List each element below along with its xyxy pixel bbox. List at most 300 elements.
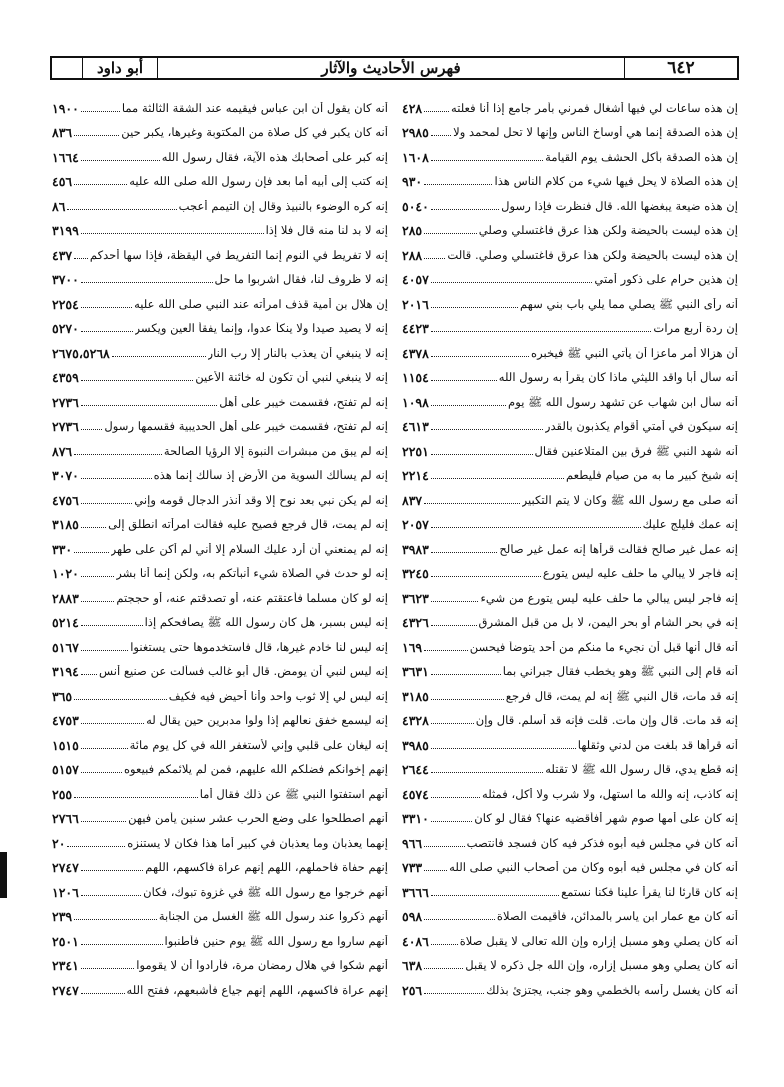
leader-dots: [81, 575, 114, 577]
leader-dots: [431, 477, 564, 479]
leader-dots: [81, 600, 114, 602]
entry-number: ٢٥٠١: [52, 933, 79, 948]
entry-number: ١٠٢٠: [52, 566, 79, 580]
leader-dots: [81, 722, 144, 724]
leader-dots: [431, 600, 479, 602]
entry-number: ٥٢١٤: [52, 615, 79, 629]
entry-text: أنهم اصطلحوا على وضع الحرب عشر سنين يأمن فيهن: [128, 812, 388, 825]
index-entry: [52, 139, 388, 164]
entry-number: ٥١٦٧: [52, 639, 79, 654]
entry-text: إن هذه ساعات لي فيها أشغال فمرني بأمر جامع إذا أنا فعلته: [450, 101, 738, 115]
entry-number: ٨٣٦: [52, 125, 73, 139]
entry-number: ٤٤٢٣: [402, 321, 429, 335]
entry-text: إنه سيكون في أمتي أقوام يكذبون بالقدر: [544, 420, 738, 433]
entry-text: إنه لم يمت، قال فرجع فصيح عليه فقالت امرأته انطلق إلى: [108, 518, 388, 531]
entry-text: إنه لم يمنعني أن أرد عليك السلام إلا أني لم أكن على طهر: [110, 542, 388, 556]
index-entry: [402, 458, 738, 483]
leader-dots: [431, 624, 477, 626]
entry-text: إنهما يعذبان وما يعذبان في كبير أما هذا فكان لا يستنزه: [127, 836, 388, 850]
index-entry: [402, 139, 738, 164]
leader-dots: [81, 330, 133, 332]
index-entry: [52, 237, 388, 262]
index-entry: [52, 433, 388, 458]
index-entry: [52, 727, 388, 752]
entry-text: إنه كان على أمها صوم شهر أفأقضيه عنها؟ فقال لو كان: [474, 812, 738, 825]
left-column: [52, 90, 388, 1070]
leader-dots: [431, 575, 541, 577]
leader-dots: [81, 624, 143, 626]
entry-number: ٢٧٤٧: [52, 982, 79, 997]
leader-dots: [424, 845, 464, 847]
entry-text: إنهم إخوانكم فضلكم الله عليهم، فمن لم يلائمكم فبيعوه: [123, 763, 388, 776]
entry-text: إنه لا تفريط في النوم إنما التفريط في اليقظة، فإذا سها أحدكم: [89, 248, 388, 262]
leader-dots: [81, 771, 122, 773]
leader-dots: [431, 551, 497, 553]
leader-dots: [431, 379, 497, 381]
index-entry: [402, 899, 738, 924]
index-entry: [52, 825, 388, 850]
index-entry: [402, 482, 738, 507]
entry-number: ٢٥٥: [52, 786, 73, 801]
index-entry: [402, 654, 738, 679]
entry-text: إنه كاذب، إنه والله ما استهل، ولا شرب ولا أكل، فمثله: [481, 787, 738, 801]
leader-dots: [424, 257, 445, 259]
entry-text: أنه سأل أبا واقد الليثي ماذا كان يقرأ به رسول الله: [498, 371, 738, 384]
leader-dots: [81, 649, 128, 651]
leader-dots: [81, 894, 141, 896]
page-header: [50, 56, 739, 80]
index-entry: [402, 629, 738, 654]
entry-number: ٥١٥٧: [52, 762, 79, 776]
entry-number: ٢٢٥١: [402, 443, 429, 458]
leader-dots: [74, 796, 198, 798]
entry-text: إنه ليغان على قلبي وإني لأستغفر الله في كل يوم مائة: [129, 738, 388, 752]
entry-number: ١٢٠٦: [52, 884, 79, 899]
index-entry: [52, 213, 388, 238]
entry-text: إن هذه ليست بالحيضة ولكن هذا عرق فاغتسلي وصلي: [478, 224, 738, 237]
index-entry: [402, 703, 738, 728]
entry-text: إنه لم يبق من مبشرات النبوة إلا الرؤيا الصالحة: [163, 444, 388, 458]
entry-number: ٢٦٤٤: [402, 762, 429, 776]
leader-dots: [81, 992, 125, 994]
entry-text: إنه لم تفتح، فقسمت خيبر على أهل: [219, 395, 388, 409]
index-entry: [402, 580, 738, 605]
leader-dots: [424, 918, 495, 920]
entry-text: إنه كان قارئا لنا يقرأ علينا فكنا نستمع: [561, 885, 738, 899]
entry-number: ٢٠٥٧: [402, 517, 429, 531]
page-number: ٦٤٢: [624, 58, 737, 78]
entry-number: ٢٦٧٥،٥٢٦٨: [52, 345, 110, 360]
leader-dots: [81, 967, 134, 969]
entry-number: ٢٩٨٥: [402, 125, 429, 139]
leader-dots: [81, 477, 152, 479]
index-entry: [52, 874, 388, 899]
leader-dots: [81, 820, 126, 822]
entry-number: ٢٨٨: [402, 247, 423, 262]
entry-number: ٤٠٨٦: [402, 933, 429, 948]
margin-mark: [0, 852, 7, 898]
entry-text: إنهم حفاة فاحملهم، اللهم إنهم عراة فاكسهم، اللهم: [145, 861, 388, 874]
entry-number: ٣٢٤٥: [402, 566, 429, 580]
entry-number: ٢٢١٤: [402, 468, 429, 482]
entry-number: ٢٠: [52, 835, 66, 850]
entry-text: أنه كان يصلي وهو مسبل إزاره وإن الله تعالى لا يقبل صلاة: [459, 934, 738, 948]
leader-dots: [74, 453, 162, 455]
entry-number: ٤٦١٣: [402, 419, 429, 433]
entry-number: ٣٩٨٣: [402, 541, 429, 556]
entry-number: ٩٣٠: [402, 174, 423, 188]
leader-dots: [431, 453, 533, 455]
entry-text: إنه ليس لي إلا ثوب واحد وأنا أحيض فيه فكيف: [168, 689, 388, 703]
leader-dots: [81, 404, 217, 406]
entry-text: أنه كان يقول أن ابن عباس فيقيمه عند الشقة الثالثة مما: [121, 101, 388, 115]
entry-text: أنه كان يغسل رأسه بالخطمي وهو جنب، يجتزئ بذلك: [486, 983, 738, 997]
leader-dots: [74, 918, 157, 920]
entry-text: إن هذه الصدقة إنما هي أوساخ الناس وإنها لا تحل لمحمد ولا: [453, 126, 738, 139]
index-entry: [402, 433, 738, 458]
entry-text: أنه كان في مجلس فيه أبوه فذكر فيه كان فسجد فانتصب: [466, 836, 738, 850]
index-entry: [52, 164, 388, 189]
index-entry: [402, 801, 738, 826]
index-entry: [52, 262, 388, 287]
entry-text: إنه لا بد لنا منه قال فلا إذا: [265, 224, 388, 237]
entry-number: ٢٨٥: [402, 223, 423, 237]
leader-dots: [81, 673, 97, 675]
entry-text: إنه فاجر لا يبالي ما حلف عليه ليس يتورع: [542, 567, 738, 580]
index-entry: [52, 923, 388, 948]
leader-dots: [74, 551, 108, 553]
entry-text: إنه فاجر ليس يبالي ما حلف عليه ليس يتورع من شيء: [480, 591, 738, 605]
entry-number: ٤٠٥٧: [402, 272, 429, 286]
index-entry: [402, 678, 738, 703]
entry-text: إنه لو حدث في الصلاة شيء أنبأتكم به، ولكن إنما أنا بشر: [116, 567, 388, 580]
leader-dots: [67, 845, 125, 847]
index-entry: [402, 384, 738, 409]
leader-dots: [74, 257, 88, 259]
index-entry: [402, 409, 738, 434]
entry-text: إن هذين حرام على ذكور أمتي: [594, 273, 738, 286]
entry-number: ٢٧٣٦: [52, 394, 79, 409]
entry-text: أنه كان يصلي وهو مسبل إزاره، وإن الله جل ذكره لا يقبل: [465, 959, 738, 972]
leader-dots: [81, 159, 160, 161]
index-entry: [402, 335, 738, 360]
entry-number: ٨٣٧: [402, 492, 423, 507]
entry-number: ١٦٠٨: [402, 149, 429, 164]
leader-dots: [431, 673, 501, 675]
entry-text: إنه لم يسألك السوية من الأرض إذ سألك إنما هذه: [153, 469, 388, 482]
leader-dots: [81, 232, 264, 234]
entry-number: ٣٠٧٠: [52, 468, 79, 482]
leader-dots: [74, 134, 119, 136]
index-entry: [52, 776, 388, 801]
entry-number: ٥٢٧٠: [52, 321, 79, 335]
leader-dots: [431, 943, 458, 945]
entry-number: ٢٠١٦: [402, 296, 429, 311]
index-entry: [402, 213, 738, 238]
entry-number: ٧٣٣: [402, 860, 423, 874]
entry-number: ٢٨٨٣: [52, 590, 79, 605]
index-entry: [52, 188, 388, 213]
entry-text: إنه ليسمع خفق نعالهم إذا ولوا مدبرين حين يقال له: [146, 714, 388, 727]
index-entry: [52, 115, 388, 140]
entry-text: أنهم استفتوا النبي ﷺ عن ذلك فقال أما: [199, 787, 388, 801]
entry-text: إنه قطع يدي، قال رسول الله ﷺ لا تقتله: [545, 763, 738, 776]
entry-number: ٣١٩٤: [52, 664, 79, 678]
leader-dots: [431, 281, 592, 283]
leader-dots: [431, 428, 543, 430]
index-entry: [402, 360, 738, 385]
index-entry: [402, 90, 738, 115]
leader-dots: [81, 281, 213, 283]
entry-number: ٢٣٩: [52, 909, 73, 923]
index-entry: [52, 605, 388, 630]
entry-text: إنه كره الوضوء بالنبيذ وقال إن التيمم أعجب: [178, 199, 388, 213]
index-entry: [52, 948, 388, 973]
leader-dots: [431, 306, 518, 308]
leader-dots: [431, 208, 499, 210]
leader-dots: [431, 796, 480, 798]
leader-dots: [424, 992, 484, 994]
index-entry: [402, 556, 738, 581]
entry-text: أنه كان يكبر في كل صلاة من المكتوبة وغيرها، يكبر حين: [121, 126, 388, 139]
entry-number: ٤٥٧٤: [402, 786, 429, 801]
entry-text: إنه كبر على أصحابك هذه الآية، فقال رسول الله: [161, 150, 388, 164]
entry-text: أنهم خرجوا مع رسول الله ﷺ في غزوة تبوك، فكان: [143, 885, 388, 899]
index-entry: [402, 874, 738, 899]
index-entry: [52, 678, 388, 703]
entry-text: إن هلال بن أمية قذف امرأته عند النبي صلى الله عليه: [134, 297, 388, 311]
entry-number: ٣٦٣١: [402, 664, 429, 678]
index-entry: [52, 703, 388, 728]
leader-dots: [424, 183, 492, 185]
leader-dots: [431, 355, 529, 357]
entry-number: ٣٦٦٦: [402, 884, 429, 899]
leader-dots: [424, 869, 447, 871]
leader-dots: [424, 502, 519, 504]
leader-dots: [431, 526, 641, 528]
index-entry: [52, 972, 388, 997]
leader-dots: [431, 404, 506, 406]
entry-number: ٦٣٨: [402, 958, 423, 972]
entry-number: ١٦٦٤: [52, 149, 79, 164]
entry-number: ٤٣٥٩: [52, 370, 79, 384]
index-entry: [52, 899, 388, 924]
leader-dots: [67, 208, 176, 210]
index-entry: [52, 311, 388, 336]
entry-text: إنه لم يكن نبي بعد نوح إلا وقد أنذر الدجال قومه وإني: [134, 493, 388, 507]
leader-dots: [81, 747, 128, 749]
entry-text: إنه كتب إلى أبيه أما بعد فإن رسول الله صلى الله عليه: [129, 175, 388, 188]
entry-number: ٤٧٥٣: [52, 713, 79, 727]
leader-dots: [431, 722, 474, 724]
entry-text: إنه في بحر الشام أو بحر اليمن، لا بل من قبل المشرق: [478, 616, 738, 629]
entry-text: إنه لا ينبغي لنبي أن تكون له خائنة الأعين: [195, 371, 388, 384]
entry-number: ٤٧٥٦: [52, 492, 79, 507]
index-entry: [402, 825, 738, 850]
entry-number: ٣٩٨٥: [402, 737, 429, 752]
entry-number: ٢٧٦٦: [52, 811, 79, 825]
entry-number: ١١٥٤: [402, 370, 429, 384]
index-entry: [402, 311, 738, 336]
leader-dots: [431, 747, 576, 749]
entry-text: أنه قرأها قد بلغت من لدني وثقلها: [577, 738, 738, 752]
header-title: فهرس الأحاديث والآثار: [157, 58, 624, 78]
entry-text: إنه لو كان مسلما فأعتقتم عنه، أو تصدقتم عنه، أو حججتم: [116, 591, 388, 605]
entry-text: أنه قام إلى النبي ﷺ وهو يخطب فقال جبراني بما: [502, 665, 738, 678]
entry-text: أنه شهد النبي ﷺ فرق بين المتلاعنين فقال: [534, 444, 738, 458]
leader-dots: [81, 943, 163, 945]
index-columns: [52, 90, 738, 1070]
index-entry: [52, 360, 388, 385]
entry-text: أنه كان في مجلس فيه أبوه وكان من أصحاب النبي صلى الله: [449, 861, 738, 874]
entry-number: ٤٢٨: [402, 100, 423, 115]
index-entry: [52, 531, 388, 556]
entry-text: إن هذه ضيعة يبغضها الله. قال فنظرت فإذا رسول: [501, 199, 738, 213]
entry-number: ٤٣٢٨: [402, 713, 429, 727]
entry-number: ٢٣٤١: [52, 958, 79, 972]
leader-dots: [431, 698, 504, 700]
leader-dots: [81, 869, 143, 871]
index-entry: [52, 629, 388, 654]
index-entry: [402, 115, 738, 140]
leader-dots: [431, 134, 451, 136]
entry-number: ٥٠٤٠: [402, 198, 429, 213]
entry-number: ٣٦٢٣: [402, 590, 429, 605]
entry-text: أنه كان مع عمار ابن ياسر بالمدائن، فأقيمت الصلاة: [496, 910, 738, 923]
entry-number: ٣١٩٩: [52, 223, 79, 237]
entry-number: ٣١٨٥: [402, 688, 429, 703]
entry-text: أنه قال أنها قبل أن نجيء ما منكم من أحد يتوضأ فيحسن: [469, 640, 738, 654]
index-entry: [52, 90, 388, 115]
entry-text: أنه صلى مع رسول الله ﷺ وكان لا يتم التكبير: [521, 493, 738, 507]
entry-text: إنه قد مات، قال النبي ﷺ إنه لم يمت، قال فرجع: [505, 689, 738, 703]
header-empty-cell: [52, 58, 82, 78]
entry-text: إنه عمك فليلج عليك: [642, 518, 738, 531]
index-entry: [52, 482, 388, 507]
entry-number: ٣٦٥: [52, 688, 73, 703]
leader-dots: [431, 159, 543, 161]
entry-text: إنه ليس بسبر، هل كان رسول الله ﷺ يصافحكم إذا: [144, 616, 388, 629]
entry-number: ٣٣٠: [52, 541, 73, 556]
entry-text: إن ردة أربع مرات: [653, 322, 738, 335]
leader-dots: [424, 967, 463, 969]
entry-text: إنه ليس لنا خادم غيرها، قال فاستخدموها حتى يستغنوا: [130, 640, 388, 654]
leader-dots: [424, 232, 477, 234]
index-entry: [52, 384, 388, 409]
index-entry: [52, 752, 388, 777]
entry-text: إن هذه الصلاة لا يحل فيها شيء من كلام الناس هذا: [494, 175, 738, 188]
index-entry: [402, 605, 738, 630]
entry-text: أنهم ساروا مع رسول الله ﷺ يوم حنين فأطنبوا: [164, 934, 388, 948]
leader-dots: [81, 379, 193, 381]
entry-text: إنه شيخ كبير ما به من صيام فليطعم: [565, 469, 738, 482]
header-author: أبو داود: [82, 58, 157, 78]
entry-text: إنه عمل غير صالح فقالت قرأها إنه عمل غير صالح: [499, 542, 738, 556]
leader-dots: [81, 526, 106, 528]
entry-number: ٤٥٦: [52, 174, 73, 188]
leader-dots: [424, 649, 468, 651]
leader-dots: [431, 330, 652, 332]
leader-dots: [431, 894, 559, 896]
index-entry: [52, 801, 388, 826]
leader-dots: [81, 428, 102, 430]
index-entry: [402, 531, 738, 556]
index-entry: [402, 507, 738, 532]
index-entry: [402, 776, 738, 801]
right-column: [402, 90, 738, 1070]
index-entry: [402, 752, 738, 777]
index-entry: [52, 409, 388, 434]
entry-number: ٣٧٠٠: [52, 272, 79, 286]
index-entry: [402, 923, 738, 948]
index-entry: [402, 188, 738, 213]
leader-dots: [431, 771, 543, 773]
entry-number: ٢٧٣٦: [52, 419, 79, 433]
leader-dots: [74, 183, 127, 185]
entry-text: أن هزالا أمر ماعزا أن يأتي النبي ﷺ فيخبره: [531, 346, 738, 360]
entry-number: ٢٥٦: [402, 982, 423, 997]
entry-number: ٣١٨٥: [52, 517, 79, 531]
entry-text: أنهم ذكروا عند رسول الله ﷺ الغسل من الجنابة: [158, 910, 388, 923]
index-entry: [52, 580, 388, 605]
index-entry: [402, 237, 738, 262]
index-entry: [52, 556, 388, 581]
leader-dots: [112, 355, 206, 357]
entry-number: ٤٣٧: [52, 247, 73, 262]
entry-text: إنه لا ينبغي أن يعذب بالنار إلا رب النار: [207, 346, 388, 360]
index-entry: [402, 850, 738, 875]
index-entry: [52, 850, 388, 875]
entry-text: أنه سأل ابن شهاب عن تشهد رسول الله ﷺ يوم: [508, 395, 738, 409]
index-entry: [52, 654, 388, 679]
leader-dots: [74, 698, 167, 700]
entry-number: ٢٧٤٧: [52, 860, 79, 874]
index-entry: [402, 164, 738, 189]
index-entry: [402, 727, 738, 752]
entry-number: ٣٣١٠: [402, 811, 429, 825]
entry-number: ١٩٠٠: [52, 100, 79, 115]
entry-number: ٨٦: [52, 198, 66, 213]
entry-text: إنه ليس لنبي أن يومض. قال أبو غالب فسألت عن صنيع أنس: [98, 665, 388, 678]
index-entry: [52, 507, 388, 532]
entry-number: ١٦٩: [402, 639, 423, 654]
entry-text: إنهم عراة فاكسهم، اللهم إنهم جياع فأشبعهم، ففتح الله: [126, 983, 388, 997]
entry-number: ٥٩٨: [402, 909, 423, 923]
index-entry: [52, 335, 388, 360]
entry-text: أنه رأى النبي ﷺ يصلي مما يلي باب بني سهم: [520, 297, 738, 311]
index-entry: [402, 972, 738, 997]
entry-number: ٩٦٦: [402, 835, 423, 850]
entry-number: ٢٢٥٤: [52, 296, 79, 311]
entry-text: أنهم شكوا في هلال رمضان مرة، فأرادوا أن لا يقوموا: [136, 959, 388, 972]
entry-number: ٤٣٢٦: [402, 615, 429, 629]
leader-dots: [81, 306, 132, 308]
index-entry: [52, 286, 388, 311]
leader-dots: [81, 502, 132, 504]
entry-text: إنه لا ظروف لنا، فقال اشربوا ما حل: [214, 273, 388, 286]
index-entry: [52, 458, 388, 483]
entry-number: ٨٧٦: [52, 443, 73, 458]
index-entry: [402, 286, 738, 311]
index-entry: [402, 262, 738, 287]
entry-text: إن هذه الصدقة بأكل الحشف يوم القيامة: [545, 150, 738, 164]
index-entry: [402, 948, 738, 973]
leader-dots: [431, 820, 472, 822]
entry-text: إنه لا يصيد صيدا ولا ينكأ عدوا، وإنما يفقأ العين ويكسر: [134, 322, 388, 335]
leader-dots: [81, 110, 120, 112]
entry-number: ٤٣٧٨: [402, 345, 429, 360]
leader-dots: [424, 110, 449, 112]
